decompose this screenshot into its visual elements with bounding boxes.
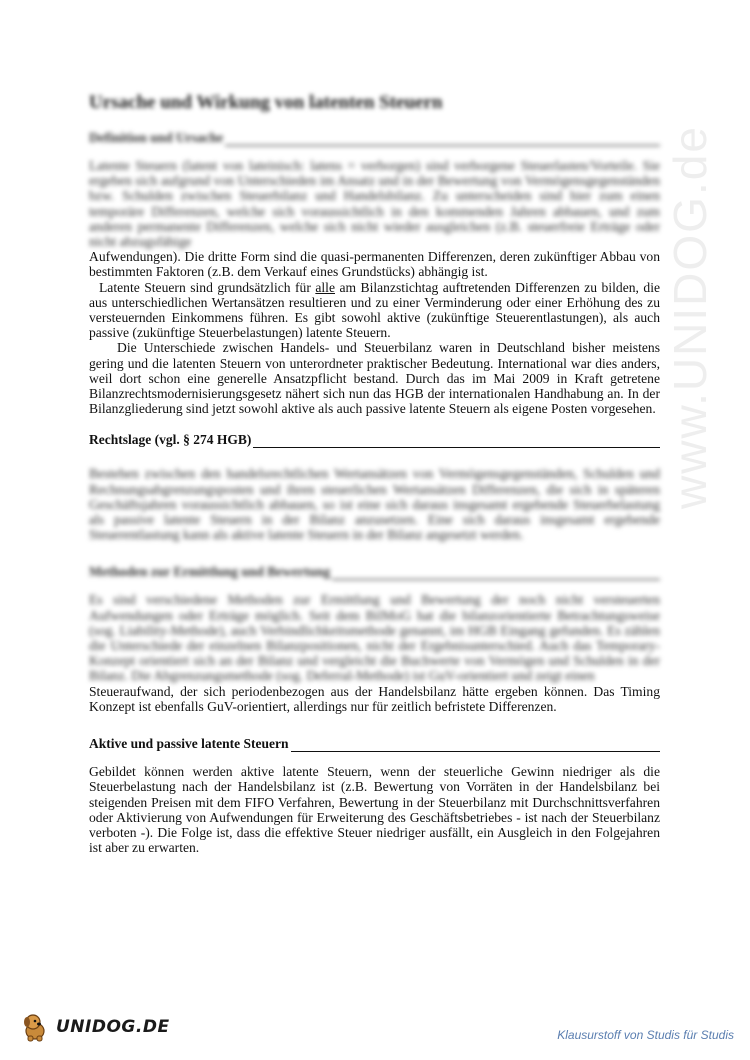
aktive-passive-paragraph: Gebildet können werden aktive latente Steuern, wenn der steuerliche Gewinn niedriger als die Steuerbelastung nach der Handelsbilanz ist (z.B. Bewertung von Vorräten in der Handelsbilanz bei steigenden Preisen mit dem FIFO Verfahren, Bewertung in der Steuerbilanz mit Durchschnittsverfahren oder Aktivierung von Aufwendungen für Erweiterung des Geschäftsbetriebes - ist nach der Steuerbilanz verboten -). Die Folge ist, dass die effektive Steuer niedriger ausfällt, ein Ausgleich in den Folgejahren ist aber zu erwarten.	[89, 764, 660, 856]
underlined-word: alle	[315, 279, 335, 295]
definition-blurred-text: Latente Steuern (latent von lateinisch: latens = verborgen) sind verborgene Steuerlasten/Vorteile. Sie ergeben sich aufgrund von Unterschieden im Ansatz und in der Bewertung von Vermögensgegenständen bzw. Schulden zwischen Steuerbilanz und Handelsbilanz. Zu unterscheiden sind hier zum einen temporäre Differenzen, welche sich voraussichtlich in den kommenden Jahren abbauen, und zum anderen permanente Differenzen, welche sich nicht wieder ausgleichen (z.B. steuerfreie Erträge oder nicht abzugsfähige	[89, 158, 660, 250]
methoden-paragraph-1: Steueraufwand, der sich periodenbezogen aus der Handelsbilanz hätte ergeben können. Das Timing Konzept ist ebenfalls GuV-orientiert, allerdings nur für zeitlich befristete Differenzen.	[89, 683, 660, 714]
document-content	[89, 92, 660, 855]
document-title: Ursache und Wirkung von latenten Steuern	[89, 92, 443, 113]
methoden-blurred-text: Es sind verschiedene Methoden zur Ermittlung und Bewertung der noch nicht versteuerten Aufwendungen oder Erträge möglich. Seit dem BilMoG hat die bilanzorientierte Betrachtungsweise (sog. Liability-Methode), auch Verbindlichkeitsmethode genannt, im HGB Eingang gefunden. Es zählen die Unterschiede der einzelnen Bilanzpositionen, nicht der Ergebnisunterschied. Auch das Temporary-Konzept orientiert sich an der Bilanz und vergleicht die Buchwerte von Vermögen und Schulden in der Bilanz. Die Abgrenzungsmethode (sog. Deferral-Methode) ist GuV-orientiert und zeigt einen	[89, 592, 660, 684]
section-heading-aktive-passive: Aktive und passive latente Steuern	[89, 736, 660, 752]
logo-text: UNIDOG.DE	[56, 1017, 170, 1037]
section-heading-methoden: Methoden zur Ermittlung und Bewertung	[89, 564, 660, 580]
dog-mascot-icon	[20, 1010, 54, 1044]
watermark: www.UNIDOG.de	[664, 125, 716, 509]
section-heading-definition: Definition und Ursache	[89, 130, 660, 146]
definition-paragraph-1: Aufwendungen). Die dritte Form sind die quasi-permanenten Differenzen, deren zukünftiger Abbau von bestimmten Faktoren (z.B. dem Verkauf eines Grundstücks) abhängig ist.	[89, 249, 660, 280]
definition-paragraph-3: Die Unterschiede zwischen Handels- und Steuerbilanz waren in Deutschland bisher meistens gering und die latenten Steuern von unterordneter praktischer Bedeutung. International war dies anders, weil dort schon eine generelle Ansatzpflicht bestand. Durch das im Mai 2009 in Kraft getretene Bilanzrechtsmodernisierungsgesetz nähert sich nun das HGB der internationalen Handhabung an. In der Bilanzgliederung sind jetzt sowohl aktive als auch passive latente Steuern als eigene Posten vorgesehen.	[89, 340, 660, 417]
footer-tagline: Klausurstoff von Studis für Studis	[557, 1028, 734, 1042]
section-heading-rechtslage: Rechtslage (vgl. § 274 HGB)	[89, 432, 660, 448]
unidog-logo[interactable]	[20, 1010, 170, 1044]
definition-paragraph-2: Latente Steuern sind grundsätzlich für alle am Bilanzstichtag auftretenden Differenzen zu bilden, die aus unterschiedlichen Wertansätzen resultieren und zu einer Verminderung oder einer Erhöhung des zu versteuernden Einkommens führen. Es gibt sowohl aktive (zukünftige Steuerentlastungen), als auch passive (zukünftige Steuerbelastungen) latente Steuern.	[89, 279, 661, 341]
rechtslage-blurred-text: Bestehen zwischen den handelsrechtlichen Wertansätzen von Vermögensgegenständen, Schulden und Rechnungsabgrenzungsposten und ihren steuerlichen Wertansätzen Differenzen, die sich in späteren Geschäftsjahren voraussichtlich abbauen, so ist eine sich daraus insgesamt ergebende Steuerbelastung als passive latente Steuern in der Bilanz anzusetzen. Eine sich daraus insgesamt ergebende Steuerentlastung kann als aktive latente Steuern in der Bilanz angesetzt werden.	[89, 466, 660, 543]
